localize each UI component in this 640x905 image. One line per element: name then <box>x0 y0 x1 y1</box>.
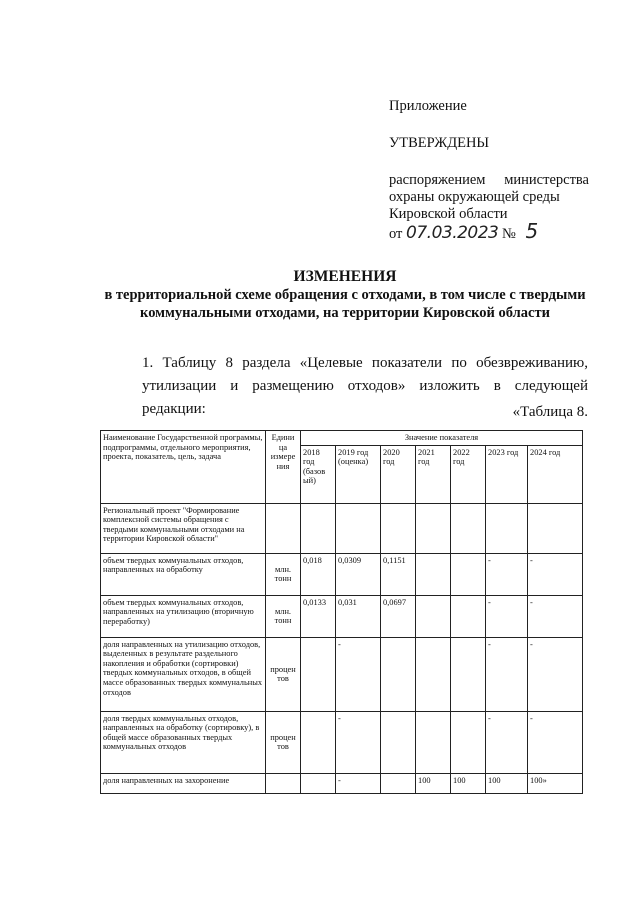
row-unit: процен тов <box>266 711 301 773</box>
row-value: 0,0133 <box>301 595 336 637</box>
header-name: Наименование Государственной программы, подпрограммы, отдельного мероприятия, проекта, показатель, цель, задача <box>101 431 266 504</box>
row-unit: процен тов <box>266 637 301 711</box>
row-unit: млн. тонн <box>266 595 301 637</box>
row-unit <box>266 773 301 793</box>
row-value: - <box>486 595 528 637</box>
appendix-label: Приложение <box>389 98 467 114</box>
approval-word: распоряжением <box>389 172 486 188</box>
approval-word: министерства <box>504 172 589 188</box>
row-value <box>416 553 451 595</box>
row-name: доля направленных на захоронение <box>101 773 266 793</box>
row-value <box>336 503 381 553</box>
row-value: - <box>336 637 381 711</box>
row-unit <box>266 503 301 553</box>
table-row <box>101 503 583 553</box>
row-value: 100» <box>528 773 583 793</box>
row-value: 100 <box>416 773 451 793</box>
header-year: 2023 год <box>486 445 528 503</box>
header-year: 2018 год (базов ый) <box>301 445 336 503</box>
row-value <box>416 711 451 773</box>
row-value: - <box>336 711 381 773</box>
row-value <box>451 637 486 711</box>
paragraph-text: 1. Таблицу 8 раздела «Целевые показатели по обезвреживанию, утилизации и размещению отходов» изложить в следующей редакции: <box>142 355 588 417</box>
target-indicators-table <box>100 430 583 794</box>
row-value <box>486 503 528 553</box>
row-value: - <box>528 637 583 711</box>
header-unit: Едини ца измере ния <box>266 431 301 504</box>
approved-label: УТВЕРЖДЕНЫ <box>389 135 490 151</box>
row-value <box>381 773 416 793</box>
row-value <box>301 711 336 773</box>
row-value <box>451 711 486 773</box>
table-row <box>101 553 583 595</box>
row-value: 100 <box>486 773 528 793</box>
header-year: 2019 год (оценка) <box>336 445 381 503</box>
row-value <box>451 503 486 553</box>
row-value <box>301 773 336 793</box>
document-subtitle: в территориальной схеме обращения с отходами, в том числе с твердыми коммунальными отходами, на территории Кировской области <box>104 287 586 321</box>
row-value <box>451 595 486 637</box>
row-value: 0,031 <box>336 595 381 637</box>
date-prefix: от <box>389 226 403 242</box>
number-sign: № <box>502 226 516 242</box>
table-row <box>101 711 583 773</box>
approval-line-3: Кировской области <box>389 206 508 222</box>
approval-line-1 <box>389 172 589 189</box>
row-name: доля твердых коммунальных отходов, направленных на обработку (сортировку), в общей массе образованных твердых коммунальных отходов <box>101 711 266 773</box>
row-name: доля направленных на утилизацию отходов, выделенных в результате раздельного накопления и обработки (сортировки) твердых коммунальных отходов, в общей массе образованных твердых коммунальных отходов <box>101 637 266 711</box>
approval-block <box>389 98 589 243</box>
header-value-group: Значение показателя <box>301 431 583 446</box>
row-value: - <box>336 773 381 793</box>
header-year: 2020 год <box>381 445 416 503</box>
row-value <box>381 711 416 773</box>
handwritten-date: 07.03.2023 <box>406 223 499 243</box>
table-row <box>101 773 583 793</box>
row-value: - <box>528 553 583 595</box>
row-value: 0,0697 <box>381 595 416 637</box>
row-value <box>416 595 451 637</box>
table-row <box>101 595 583 637</box>
document-heading <box>60 268 630 322</box>
row-unit: млн. тонн <box>266 553 301 595</box>
handwritten-number: 5 <box>525 219 538 243</box>
document-title: ИЗМЕНЕНИЯ <box>293 268 397 285</box>
row-value: - <box>528 595 583 637</box>
header-year: 2024 год <box>528 445 583 503</box>
row-value <box>381 637 416 711</box>
row-value <box>416 503 451 553</box>
row-value: - <box>486 553 528 595</box>
row-value <box>381 503 416 553</box>
row-value: - <box>486 711 528 773</box>
row-value: - <box>528 711 583 773</box>
header-year: 2021 год <box>416 445 451 503</box>
row-value <box>301 637 336 711</box>
row-name: Региональный проект "Формирование комплексной системы обращения с твердыми коммунальными отходами на территории Кировской области" <box>101 503 266 553</box>
row-name: объем твердых коммунальных отходов, направленных на обработку <box>101 553 266 595</box>
table-caption: «Таблица 8. <box>512 404 588 420</box>
table-row <box>101 637 583 711</box>
row-name: объем твердых коммунальных отходов, направленных на утилизацию (вторичную переработку) <box>101 595 266 637</box>
approval-line-2: охраны окружающей среды <box>389 189 560 205</box>
row-value <box>301 503 336 553</box>
row-value: 0,018 <box>301 553 336 595</box>
row-value: 0,0309 <box>336 553 381 595</box>
row-value: 0,1151 <box>381 553 416 595</box>
row-value: 100 <box>451 773 486 793</box>
header-year: 2022 год <box>451 445 486 503</box>
row-value <box>528 503 583 553</box>
row-value: - <box>486 637 528 711</box>
row-value <box>416 637 451 711</box>
approval-date-line <box>389 219 589 243</box>
row-value <box>451 553 486 595</box>
